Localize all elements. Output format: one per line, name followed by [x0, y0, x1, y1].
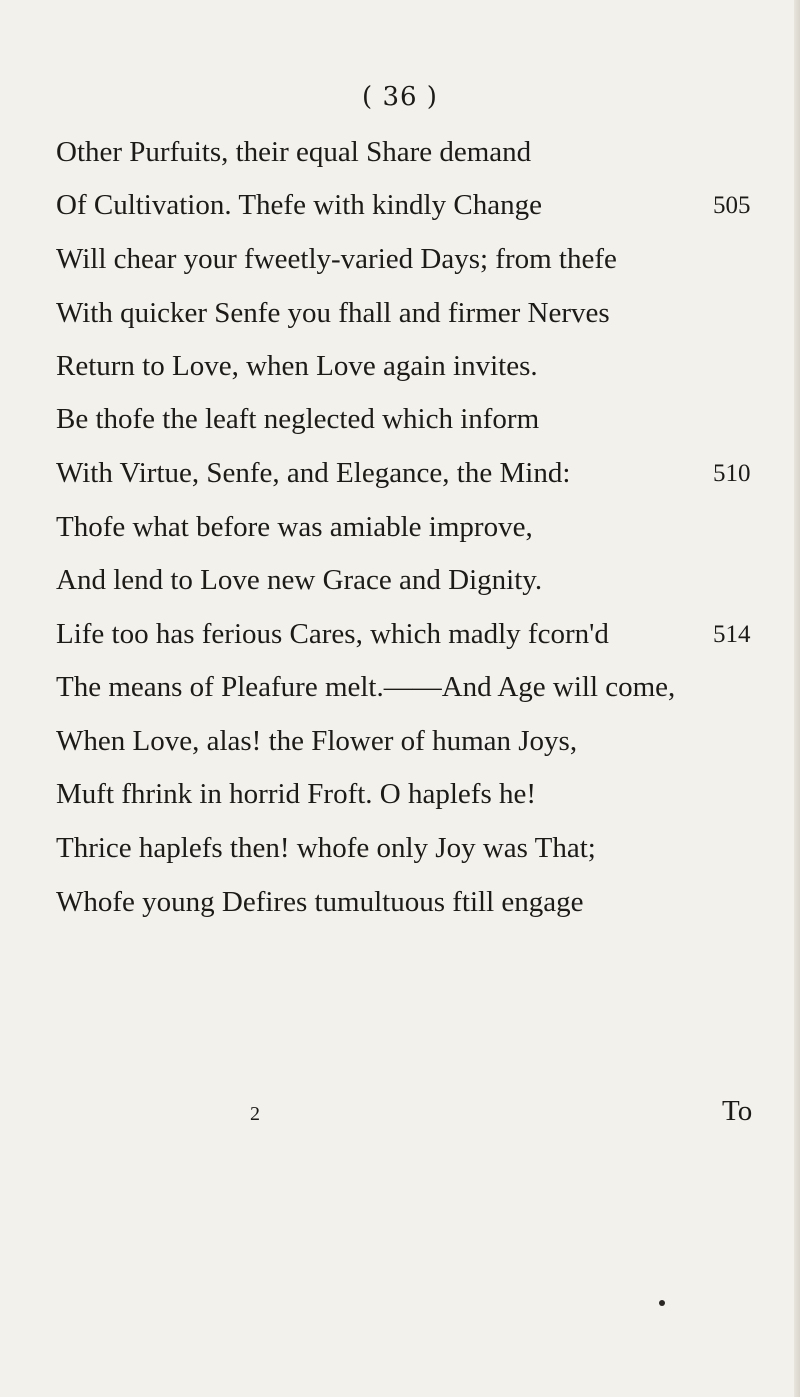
poem-line: Whofe young Defires tumultuous ftill engage: [56, 886, 584, 918]
line-number: 505: [713, 192, 751, 219]
page-number: ( 36 ): [362, 82, 438, 112]
catchword: To: [722, 1095, 753, 1127]
poem-line: Return to Love, when Love again invites.: [56, 350, 538, 382]
ink-speck: [659, 1300, 665, 1306]
poem-line: Of Cultivation. Thefe with kindly Change: [56, 189, 542, 221]
line-number: 510: [713, 460, 751, 487]
poem-line: Be thofe the leaft neglected which inform: [56, 403, 540, 435]
page-edge: [794, 0, 800, 1397]
poem-line: Will chear your fweetly-varied Days; from thefe: [56, 243, 617, 275]
poem-line: Life too has ferious Cares, which madly fcorn'd: [56, 618, 609, 650]
poem-line: When Love, alas! the Flower of human Joys,: [56, 725, 578, 757]
poem-line: Muft fhrink in horrid Froft. O haplefs he!: [56, 778, 537, 810]
poem-line: Thofe what before was amiable improve,: [56, 511, 533, 543]
poem-line: With Virtue, Senfe, and Elegance, the Mind:: [56, 457, 571, 489]
poem-line: The means of Pleafure melt.——And Age will come,: [56, 671, 676, 703]
poem-line: With quicker Senfe you fhall and firmer Nerves: [56, 297, 610, 329]
poem-line: And lend to Love new Grace and Dignity.: [56, 564, 543, 596]
poem-line: Thrice haplefs then! whofe only Joy was That;: [56, 832, 596, 864]
line-number: 514: [713, 621, 751, 648]
signature-mark: 2: [250, 1103, 260, 1125]
poem-line: Other Purfuits, their equal Share demand: [56, 136, 532, 168]
